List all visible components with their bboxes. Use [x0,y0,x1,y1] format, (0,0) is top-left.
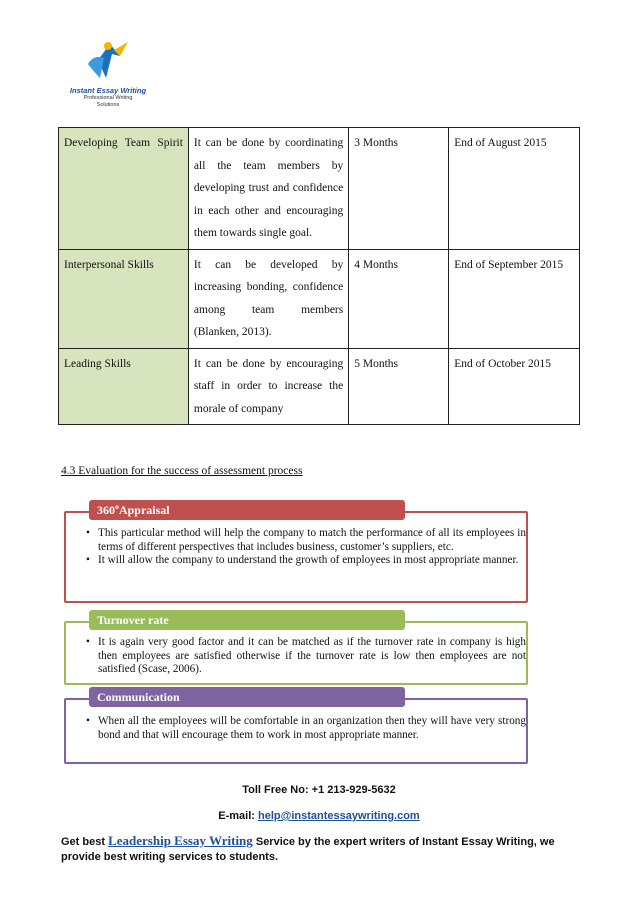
method-cell: It can be done by coordinating all the team members by developing trust and confidence in each other and encouraging them towards single goal. [188,128,348,250]
method-cell: It can be done by encouraging staff in order to increase the morale of company [188,348,348,425]
cta-suffix: Service by the expert writers of Instant Essay Writing, we provide best writing services to students. [61,836,555,863]
email-label: E-mail: [218,810,258,822]
skill-cell: Leading Skills [59,348,189,425]
leadership-essay-link[interactable]: Leadership Essay Writing [108,833,253,848]
toll-free: Toll Free No: +1 213-929-5632 [242,784,396,796]
skill-cell: Interpersonal Skills [59,249,189,348]
cta-paragraph [61,833,581,865]
email-link[interactable]: help@instantessaywriting.com [258,810,420,822]
bullet-text: It is again very good factor and it can be matched as if the turnover rate in company is high then employees are satisfied otherwise if the turnover rate is low then employees are not satisfied (Scase, 2006). [98,636,526,675]
section-title: 4.3 Evaluation for the success of assessment process [61,465,303,477]
development-plan-table [58,127,580,425]
cta-prefix: Get best [61,836,109,848]
deadline-cell: End of September 2015 [449,249,580,348]
logo-tagline-1: Professional Writing [83,95,133,101]
table-row [59,128,580,250]
turnover-rate-label: Turnover rate [89,610,405,630]
communication-box [64,698,528,764]
list-item: • It is again very good factor and it can be matched as if the turnover rate in company is high then employees are satisfied otherwise if the turnover rate is low then employees are not satisfied (Scase, 2006). [86,636,526,675]
bullet-text: It will allow the company to understand the growth of employees in most appropriate manner. [98,554,519,566]
bullet-text: When all the employees will be comfortable in an organization then they will have very strong bond and that will encourage them to work in most appropriate manner. [98,715,526,741]
list-item: • When all the employees will be comfortable in an organization then they will have very strong bond and that will encourage them to work in most appropriate manner. [86,715,526,741]
logo-text [58,86,158,109]
table-row [59,249,580,348]
list-item: • It will allow the company to understand the growth of employees in most appropriate manner. [86,554,519,566]
duration-cell: 3 Months [349,128,449,250]
appraisal-label: 360ºAppraisal [89,500,405,520]
list-item: • This particular method will help the company to match the performance of all its employees in terms of different perspectives that includes business, customer’s suppliers, etc. [86,527,526,553]
deadline-cell: End of August 2015 [449,128,580,250]
logo-tagline-2: Solutions [96,102,120,108]
email-line [0,810,638,822]
bullet-text: This particular method will help the company to match the performance of all its employees in terms of different perspectives that includes business, customer’s suppliers, etc. [98,527,526,553]
turnover-rate-box [64,621,528,685]
duration-cell: 5 Months [349,348,449,425]
deadline-cell: End of October 2015 [449,348,580,425]
table-row [59,348,580,425]
communication-label: Communication [89,687,405,707]
skill-cell: Developing Team Spirit [59,128,189,250]
logo-brand: Instant Essay Writing [69,86,147,95]
appraisal-box [64,511,528,603]
duration-cell: 4 Months [349,249,449,348]
method-cell: It can be developed by increasing bonding, confidence among team members (Blanken, 2013). [188,249,348,348]
